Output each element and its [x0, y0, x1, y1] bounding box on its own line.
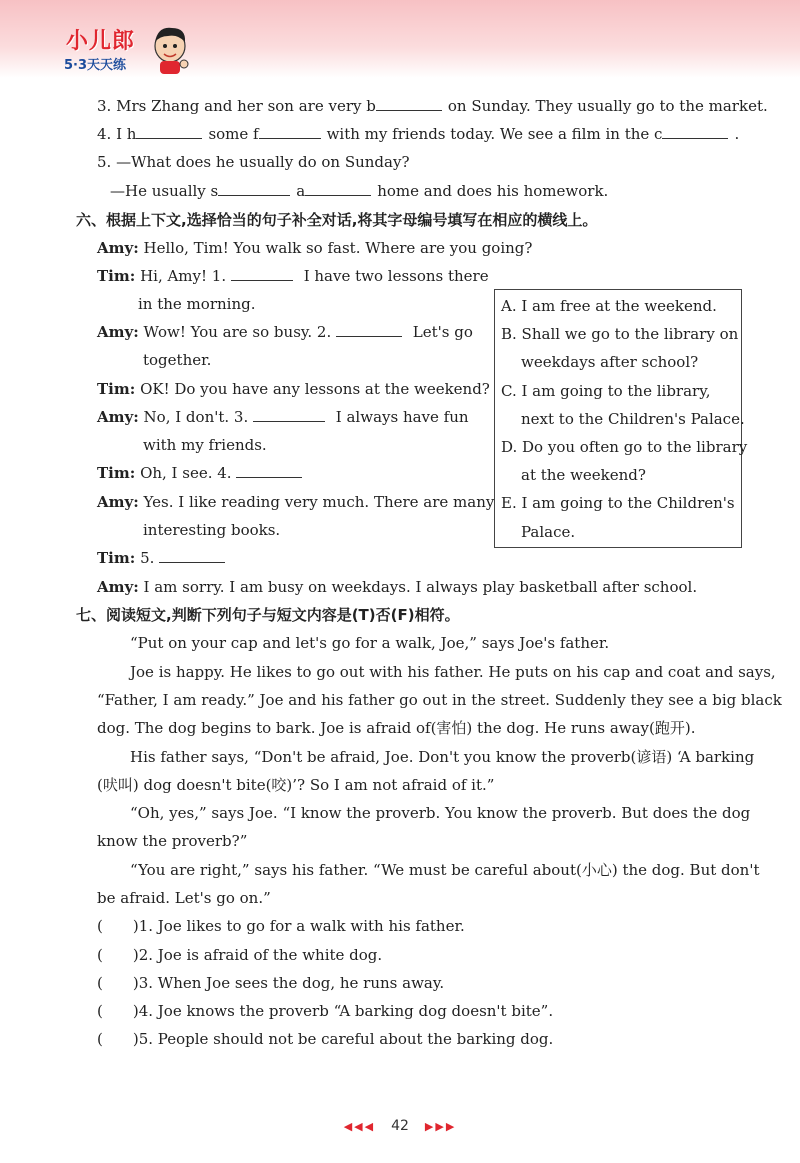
dialog-line-9 — [97, 577, 697, 597]
dialog-line-2 — [97, 266, 489, 286]
question-4 — [97, 124, 739, 144]
answer-blank[interactable] — [159, 548, 225, 563]
speaker-label: Amy: — [97, 323, 139, 341]
q4-text-d: . — [734, 125, 740, 143]
dialog-line-7 — [97, 492, 494, 512]
option-e-cont: Palace. — [521, 523, 576, 541]
dialog-line-4 — [97, 379, 490, 399]
dialog-line-7-cont: interesting books. — [143, 521, 281, 539]
q4-text-b: some f — [208, 125, 259, 143]
section-6-title: 六、根据上下文,选择恰当的句子补全对话,将其字母编号填写在相应的横线上。 — [76, 211, 598, 229]
brand-logo — [60, 24, 200, 80]
passage-line: Joe is happy. He likes to go out with his father. He puts on his cap and coat and says, — [130, 663, 776, 681]
dialog-text: Yes. I like reading very much. There are many — [143, 493, 495, 511]
passage-line: “You are right,” says his father. “We must be careful about(小心) the dog. But don't — [130, 861, 760, 879]
q3-text-b: on Sunday. They usually go to the market. — [447, 97, 768, 115]
answer-blank[interactable] — [136, 124, 202, 139]
speaker-label: Tim: — [97, 267, 136, 285]
speaker-label: Amy: — [97, 493, 139, 511]
brand-title: 小儿郎 — [66, 29, 136, 54]
answer-blank[interactable] — [305, 181, 371, 196]
judgement-4[interactable]: ( )4. Joe knows the proverb “A barking dog doesn't bite”. — [97, 1002, 554, 1020]
answer-blank[interactable] — [253, 407, 325, 422]
brand-subtitle: 5·3天天练 — [64, 58, 127, 73]
section-7-title: 七、阅读短文,判断下列句子与短文内容是(T)否(F)相符。 — [76, 606, 460, 624]
dialog-text: I have two lessons there — [303, 267, 489, 285]
option-b: B. Shall we go to the library on — [501, 325, 739, 343]
q5-text-d: home and does his homework. — [377, 182, 609, 200]
answer-blank[interactable] — [218, 181, 290, 196]
passage-line: “Put on your cap and let's go for a walk, Joe,” says Joe's father. — [130, 634, 610, 652]
q5-text-c: a — [296, 182, 306, 200]
dialog-line-6 — [97, 463, 308, 483]
option-e: E. I am going to the Children's — [501, 494, 735, 512]
option-d: D. Do you often go to the library — [501, 438, 748, 456]
option-c-cont: next to the Children's Palace. — [521, 410, 745, 428]
q3-text-a: 3. Mrs Zhang and her son are very b — [97, 97, 376, 115]
speaker-label: Tim: — [97, 380, 136, 398]
page-footer — [0, 1118, 800, 1134]
q4-text-a: 4. I h — [97, 125, 137, 143]
passage-line: be afraid. Let's go on.” — [97, 889, 271, 907]
dialog-line-1 — [97, 238, 532, 258]
dialog-text: I always have fun — [335, 408, 469, 426]
speaker-label: Tim: — [97, 549, 136, 567]
dialog-text: I am sorry. I am busy on weekdays. I always play basketball after school. — [143, 578, 698, 596]
option-b-cont: weekdays after school? — [521, 353, 699, 371]
speaker-label: Tim: — [97, 464, 136, 482]
judgement-5[interactable]: ( )5. People should not be careful about the barking dog. — [97, 1030, 554, 1048]
dialog-line-3-cont: together. — [143, 351, 212, 369]
q4-text-c: with my friends today. We see a film in the c — [326, 125, 663, 143]
left-arrows-icon: ◀◀◀ — [343, 1120, 376, 1133]
question-5-prompt: 5. —What does he usually do on Sunday? — [97, 153, 410, 171]
q5-text-b: —He usually s — [110, 182, 219, 200]
answer-blank[interactable] — [336, 322, 402, 337]
question-5-answer — [110, 181, 608, 201]
dialog-text: Hi, Amy! 1. — [140, 267, 227, 285]
answer-blank[interactable] — [236, 463, 302, 478]
answer-blank[interactable] — [376, 96, 442, 111]
dialog-text: No, I don't. 3. — [143, 408, 249, 426]
passage-line: “Father, I am ready.” Joe and his father go out in the street. Suddenly they see a big black — [97, 691, 782, 709]
judgement-1[interactable]: ( )1. Joe likes to go for a walk with his father. — [97, 917, 465, 935]
option-a: A. I am free at the weekend. — [501, 297, 717, 315]
dialog-line-5 — [97, 407, 469, 427]
dialog-text: OK! Do you have any lessons at the weekend? — [140, 380, 490, 398]
answer-blank[interactable] — [259, 124, 321, 139]
question-3 — [97, 96, 768, 116]
answer-blank[interactable] — [662, 124, 728, 139]
dialog-text: Let's go — [412, 323, 473, 341]
passage-line: know the proverb?” — [97, 832, 248, 850]
passage-line: “Oh, yes,” says Joe. “I know the proverb. You know the proverb. But does the dog — [130, 804, 751, 822]
right-arrows-icon: ▶▶▶ — [424, 1120, 457, 1133]
option-d-cont: at the weekend? — [521, 466, 646, 484]
dialog-line-3 — [97, 322, 473, 342]
dialog-text: 5. — [140, 549, 155, 567]
dialog-line-8 — [97, 548, 231, 568]
boy-mascot-icon — [148, 24, 192, 76]
dialog-text: Oh, I see. 4. — [140, 464, 232, 482]
passage-line: His father says, “Don't be afraid, Joe. Don't you know the proverb(谚语) ‘A barking — [130, 748, 755, 766]
dialog-line-2-cont: in the morning. — [138, 295, 256, 313]
dialog-text: Hello, Tim! You walk so fast. Where are you going? — [143, 239, 533, 257]
speaker-label: Amy: — [97, 239, 139, 257]
judgement-2[interactable]: ( )2. Joe is afraid of the white dog. — [97, 946, 383, 964]
passage-line: dog. The dog begins to bark. Joe is afraid of(害怕) the dog. He runs away(跑开). — [97, 719, 696, 737]
options-box — [494, 289, 748, 548]
judgement-3[interactable]: ( )3. When Joe sees the dog, he runs away. — [97, 974, 445, 992]
option-c: C. I am going to the library, — [501, 382, 711, 400]
dialog-line-5-cont: with my friends. — [143, 436, 267, 454]
page-number: 42 — [391, 1118, 409, 1134]
speaker-label: Amy: — [97, 578, 139, 596]
answer-blank[interactable] — [231, 266, 293, 281]
speaker-label: Amy: — [97, 408, 139, 426]
dialog-text: Wow! You are so busy. 2. — [143, 323, 332, 341]
passage-line: (吠叫) dog doesn't bite(咬)’? So I am not afraid of it.” — [97, 776, 495, 794]
